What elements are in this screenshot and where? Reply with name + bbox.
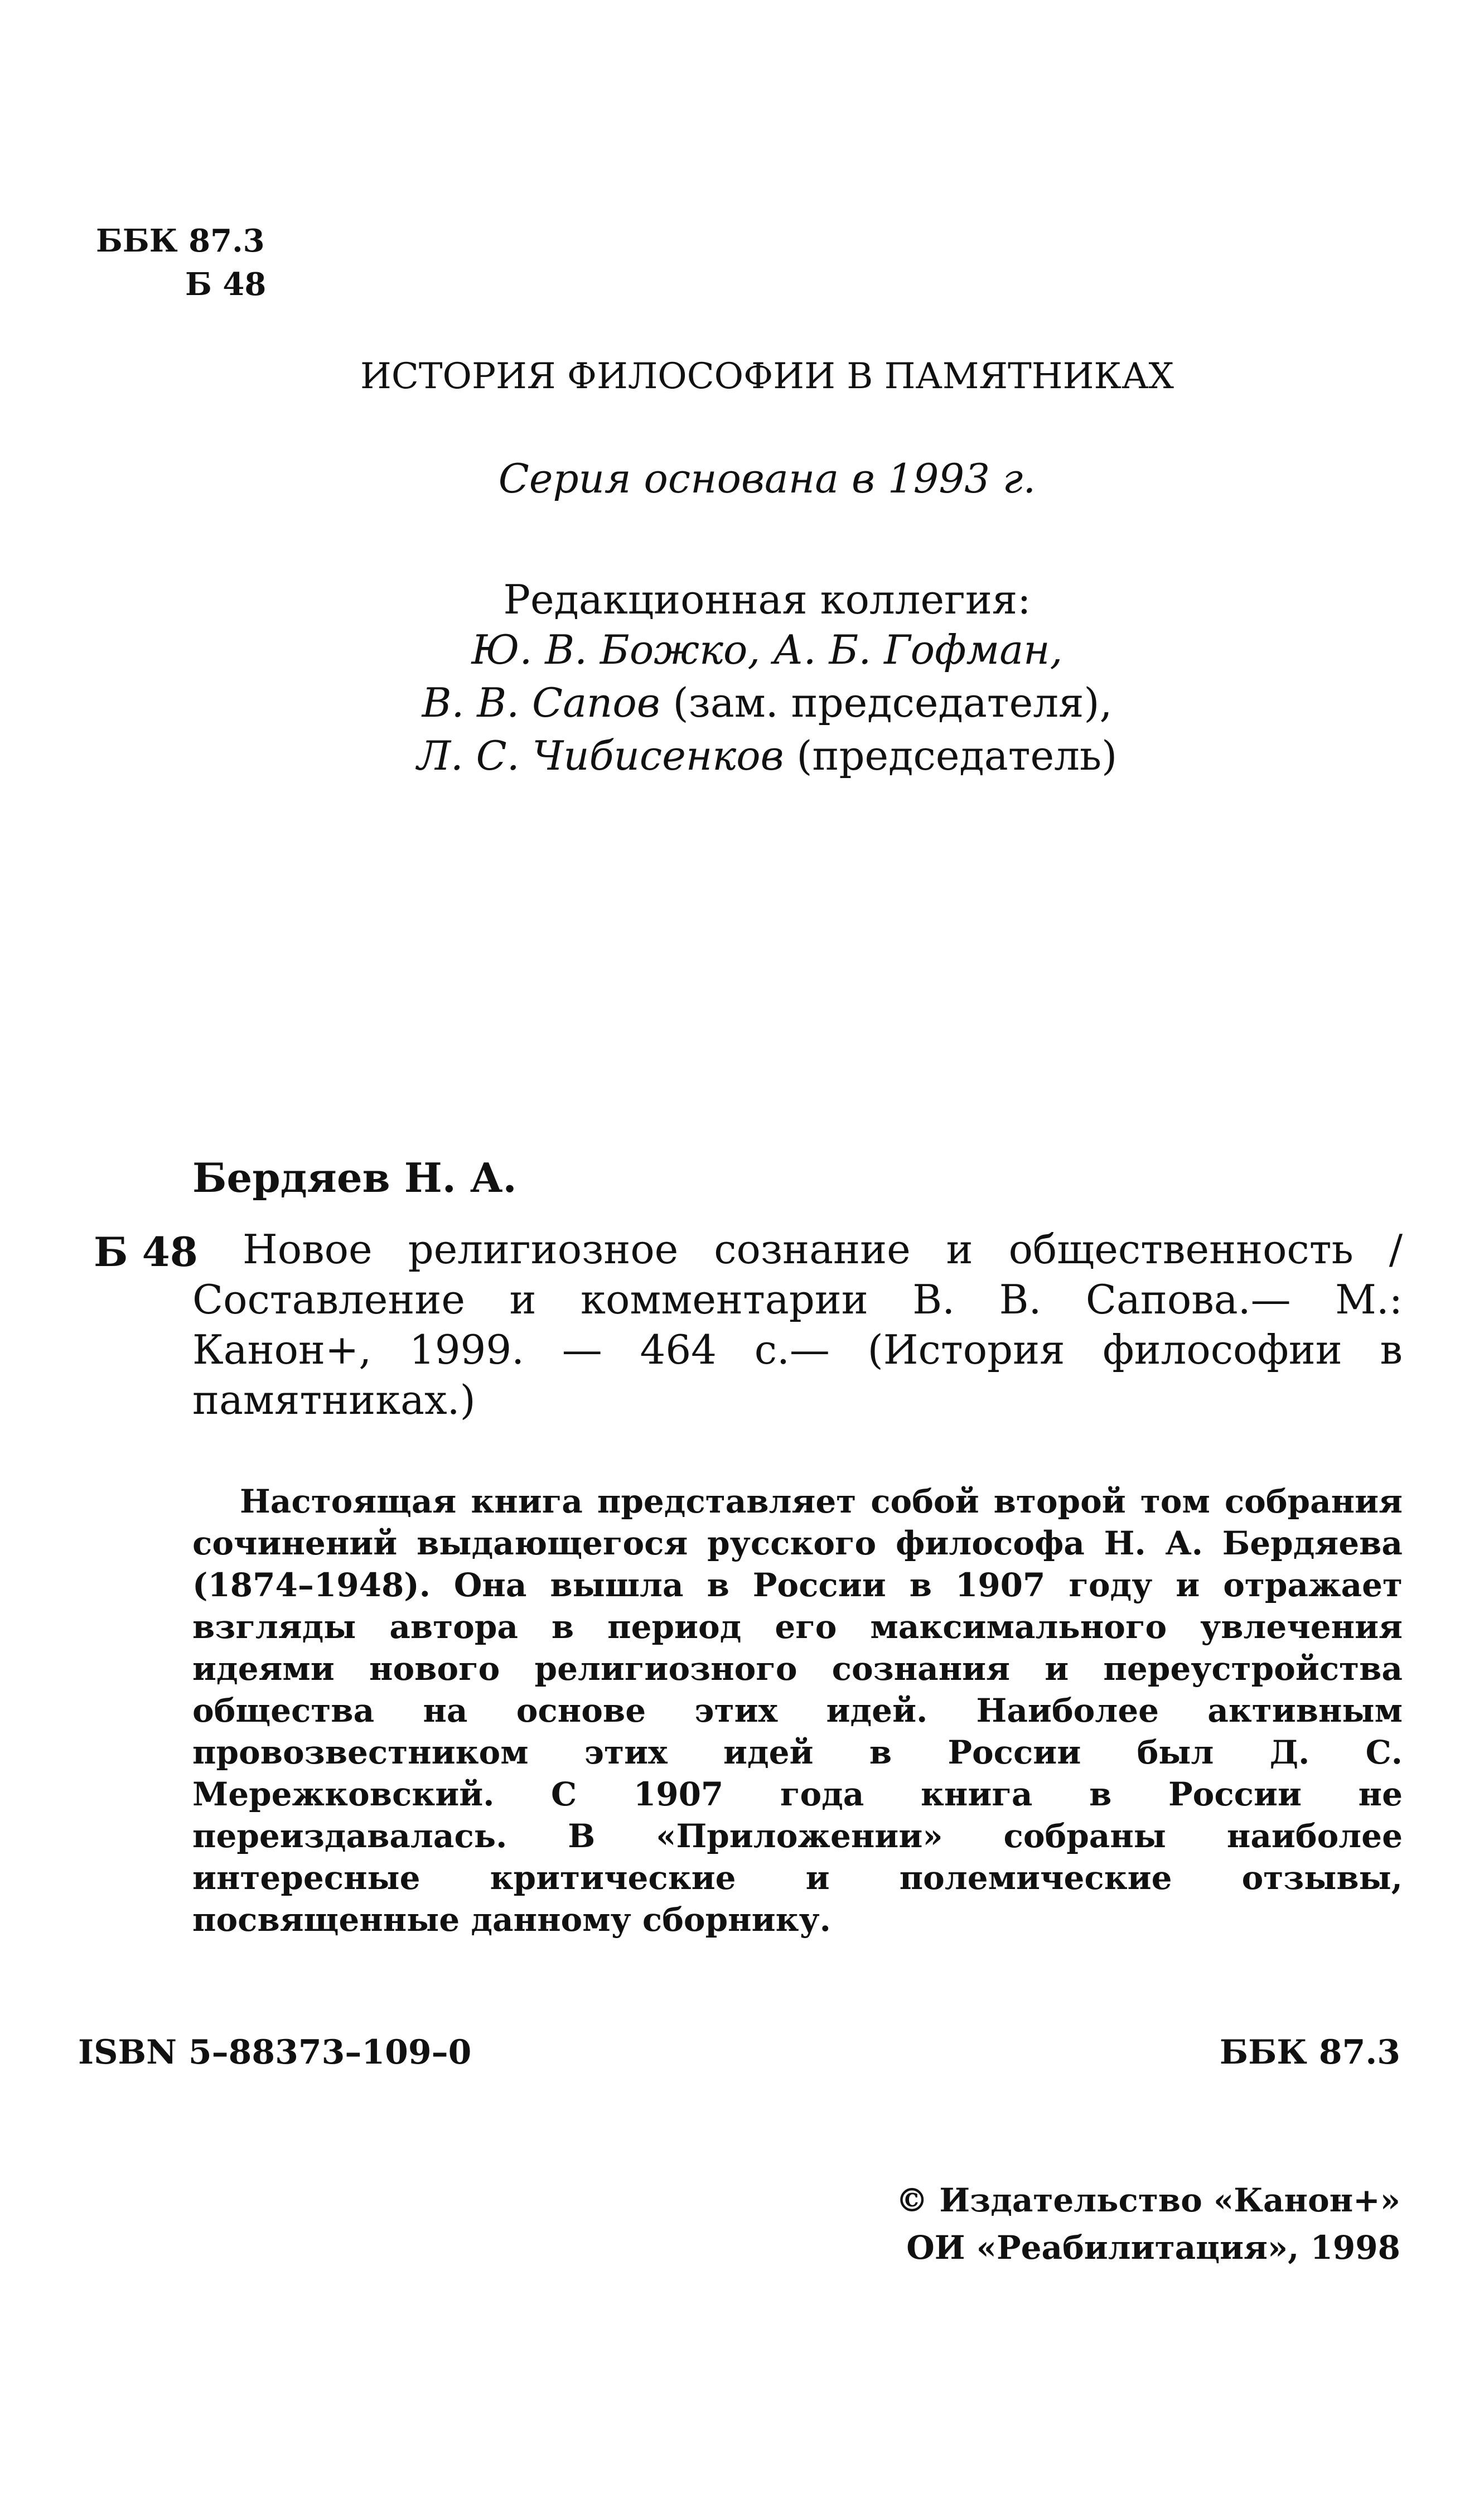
series-title: ИСТОРИЯ ФИЛОСОФИИ В ПАМЯТНИКАХ — [360, 356, 1174, 397]
editorial-board-members: Ю. В. Божко, А. Б. Гофман, — [471, 626, 1063, 673]
entry-description: Новое религиозное сознание и общественность / Составление и комментарии В. В. Сапова.— М.: Канон+, 1999. — 464 с.— (История философии в памятниках.) — [192, 1226, 1403, 1423]
editorial-board-heading: Редакционная коллегия: — [503, 576, 1031, 623]
chair-name: Л. С. Чибисенков — [417, 732, 784, 779]
series-founded: Серия основана в 1993 г. — [498, 455, 1036, 502]
copyright-rehabilitation: ОИ «Реабилитация», 1998 — [906, 2229, 1400, 2267]
isbn: ISBN 5–88373–109–0 — [78, 2033, 472, 2072]
author-mark: Б 48 — [185, 266, 267, 303]
bbk-code-footer: ББК 87.3 — [1219, 2033, 1400, 2072]
deputy-name: В. В. Сапов — [422, 679, 660, 726]
editorial-board-deputy — [0, 675, 1484, 731]
chair-role: (председатель) — [784, 732, 1118, 779]
editorial-board-chair — [0, 728, 1484, 784]
deputy-role: (зам. председателя), — [660, 679, 1113, 726]
annotation: Настоящая книга представляет собой второй том собрания сочинений выдающегося русского философа Н. А. Бердяева (1874–1948). Она вышла в России в 1907 году и отражает взгляды автора в период его максимального увлечения идеями нового религиозного сознания и переустройства общества на основе этих идей. Наиболее активным провозвестником этих идей в России был Д. С. Мережковский. С 1907 года книга в России не переиздавалась. В «Приложении» собраны наиболее интересные критические и полемические отзывы, посвященные данному сборнику. — [192, 1482, 1403, 1939]
bbk-code: ББК 87.3 — [96, 223, 265, 259]
entry-code: Б 48 — [94, 1228, 198, 1276]
entry-author: Бердяев Н. А. — [192, 1154, 517, 1201]
copyright-publisher: © Издательство «Канон+» — [896, 2181, 1400, 2219]
